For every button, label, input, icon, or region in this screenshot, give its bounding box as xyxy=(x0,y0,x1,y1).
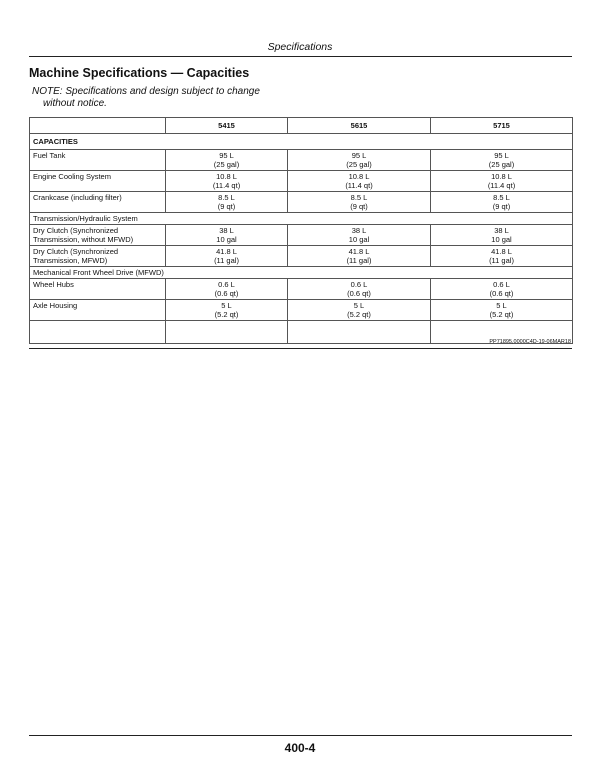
value-cell xyxy=(288,246,431,267)
table-row xyxy=(30,246,573,267)
imperial-value: (25 gal) xyxy=(488,160,515,169)
metric-value: 10.8 L xyxy=(348,172,370,181)
subsection-label: Mechanical Front Wheel Drive (MFWD) xyxy=(30,267,573,279)
imperial-value: (11 gal) xyxy=(346,256,372,265)
value-cell xyxy=(166,150,288,171)
metric-value: 5 L xyxy=(353,301,365,310)
value-cell xyxy=(431,225,573,246)
value-cell xyxy=(431,171,573,192)
table-row xyxy=(30,300,573,321)
imperial-value: (5.2 qt) xyxy=(489,310,514,319)
row-label: Crankcase (including filter) xyxy=(30,192,166,213)
document-id: PP71895,0000C4D-19-06MAR18 xyxy=(489,339,571,345)
imperial-value: (9 qt) xyxy=(217,202,236,211)
value-cell xyxy=(288,279,431,300)
metric-value: 95 L xyxy=(494,151,509,160)
row-label: Wheel Hubs xyxy=(30,279,166,300)
imperial-value: 10 gal xyxy=(348,235,370,244)
row-label: Dry Clutch (Synchronized Transmission, MFWD) xyxy=(30,246,166,267)
value-cell xyxy=(288,150,431,171)
imperial-value: 10 gal xyxy=(216,235,237,244)
imperial-value: (11.4 qt) xyxy=(212,181,241,190)
metric-value: 0.6 L xyxy=(350,280,368,289)
note xyxy=(32,86,292,110)
imperial-value: (11 gal) xyxy=(489,256,514,265)
imperial-value: (0.6 qt) xyxy=(489,289,514,298)
imperial-value: 10 gal xyxy=(491,235,512,244)
row-label: Fuel Tank xyxy=(30,150,166,171)
imperial-value: (0.6 qt) xyxy=(347,289,371,298)
metric-value: 41.8 L xyxy=(491,247,512,256)
metric-value: 8.5 L xyxy=(350,193,368,202)
imperial-value: (25 gal) xyxy=(346,160,372,169)
blank-cell xyxy=(288,321,431,344)
imperial-value: (5.2 qt) xyxy=(347,310,371,319)
capacities-table xyxy=(29,117,573,344)
table-row xyxy=(30,279,573,300)
row-label: Engine Cooling System xyxy=(30,171,166,192)
metric-value: 95 L xyxy=(351,151,367,160)
value-cell xyxy=(288,225,431,246)
row-label: Dry Clutch (Synchronized Transmission, without MFWD) xyxy=(30,225,166,246)
section-row xyxy=(30,134,573,150)
value-cell xyxy=(166,171,288,192)
table-row xyxy=(30,225,573,246)
metric-value: 8.5 L xyxy=(218,193,235,202)
value-cell xyxy=(431,279,573,300)
imperial-value: (0.6 qt) xyxy=(214,289,239,298)
metric-value: 10.8 L xyxy=(216,172,237,181)
value-cell xyxy=(166,279,288,300)
header-rule xyxy=(29,56,572,57)
value-cell xyxy=(431,192,573,213)
imperial-value: (9 qt) xyxy=(492,202,511,211)
metric-value: 0.6 L xyxy=(218,280,235,289)
imperial-value: (5.2 qt) xyxy=(214,310,239,319)
metric-value: 95 L xyxy=(219,151,234,160)
value-cell xyxy=(288,171,431,192)
imperial-value: (11 gal) xyxy=(214,256,239,265)
metric-value: 0.6 L xyxy=(493,280,510,289)
column-header-5715: 5715 xyxy=(431,118,573,134)
metric-value: 38 L xyxy=(494,226,509,235)
table-row xyxy=(30,171,573,192)
table-header-row xyxy=(30,118,573,134)
value-cell xyxy=(166,225,288,246)
metric-value: 41.8 L xyxy=(216,247,237,256)
metric-value: 5 L xyxy=(496,301,507,310)
blank-cell xyxy=(30,321,166,344)
value-cell xyxy=(431,300,573,321)
header-blank-cell xyxy=(30,118,166,134)
metric-value: 38 L xyxy=(351,226,367,235)
page-number: 400-4 xyxy=(284,741,316,755)
section-label: CAPACITIES xyxy=(30,134,573,150)
imperial-value: (11.4 qt) xyxy=(487,181,516,190)
value-cell xyxy=(431,246,573,267)
note-line-2: without notice. xyxy=(43,98,107,109)
value-cell xyxy=(288,300,431,321)
blank-cell xyxy=(166,321,288,344)
subsection-label: Transmission/Hydraulic System xyxy=(30,213,573,225)
imperial-value: (11.4 qt) xyxy=(345,181,373,190)
running-header: Specifications xyxy=(267,41,333,53)
metric-value: 38 L xyxy=(219,226,234,235)
table-row xyxy=(30,192,573,213)
metric-value: 41.8 L xyxy=(348,247,370,256)
table-row xyxy=(30,150,573,171)
imperial-value: (9 qt) xyxy=(350,202,368,211)
metric-value: 10.8 L xyxy=(491,172,512,181)
table-row xyxy=(30,213,573,225)
value-cell xyxy=(166,300,288,321)
value-cell xyxy=(166,192,288,213)
value-cell xyxy=(431,150,573,171)
column-header-5615: 5615 xyxy=(288,118,431,134)
metric-value: 8.5 L xyxy=(493,193,510,202)
row-label: Axle Housing xyxy=(30,300,166,321)
note-line-1: NOTE: Specifications and design subject to change xyxy=(32,86,260,97)
imperial-value: (25 gal) xyxy=(213,160,240,169)
metric-value: 5 L xyxy=(221,301,232,310)
table-row xyxy=(30,267,573,279)
value-cell xyxy=(288,192,431,213)
section-title: Machine Specifications — Capacities xyxy=(29,66,250,80)
value-cell xyxy=(166,246,288,267)
column-header-5415: 5415 xyxy=(166,118,288,134)
footer-rule xyxy=(29,735,572,736)
section-end-rule xyxy=(29,348,572,349)
